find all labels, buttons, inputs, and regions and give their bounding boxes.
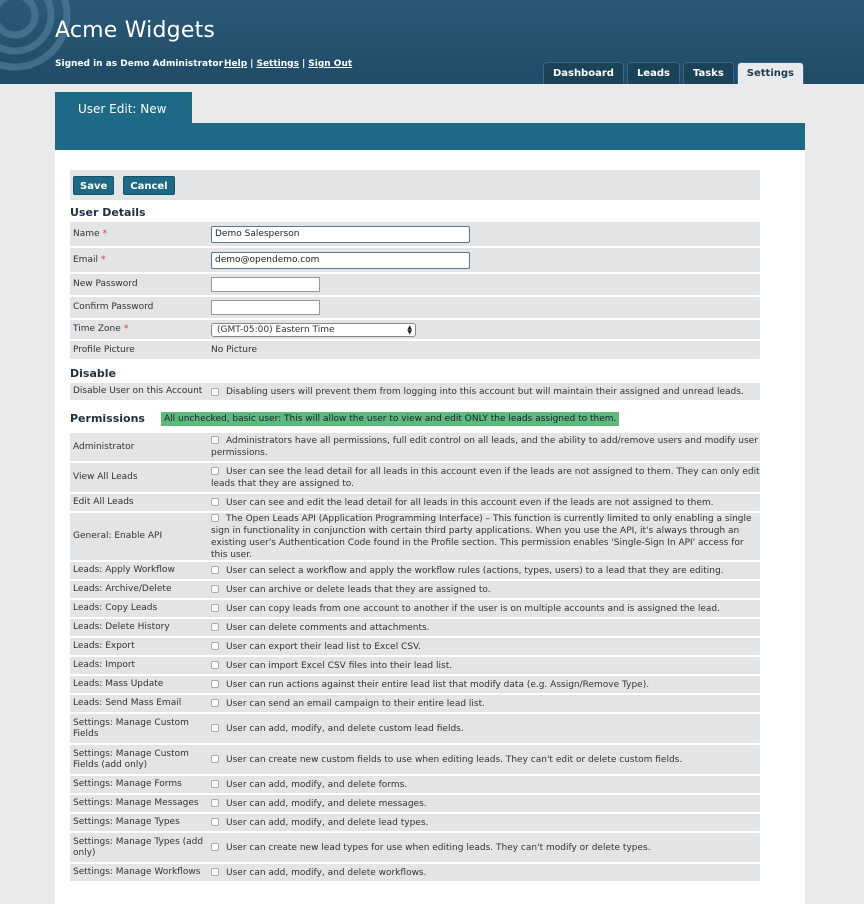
app-header	[0, 0, 864, 84]
new-password-input[interactable]	[211, 277, 320, 292]
permission-desc: User can add, modify, and delete lead types.	[211, 817, 428, 829]
permission-checkbox[interactable]	[211, 799, 219, 807]
permissions-note: All unchecked, basic user: This will allow the user to view and edit ONLY the leads assigned to them.	[161, 412, 619, 426]
confirm-password-label: Confirm Password	[73, 302, 154, 312]
disable-row	[70, 383, 760, 402]
permission-label: Leads: Apply Workflow	[73, 565, 175, 575]
page-title-tab: User Edit: New	[55, 92, 192, 124]
permission-desc: User can see the lead detail for all leads in this account even if the leads are not assigned to them. They can only edit leads that they are assigned to.	[211, 466, 760, 489]
permission-row	[70, 562, 760, 581]
permission-row	[70, 795, 760, 814]
permission-desc: User can import Excel CSV files into their lead list.	[211, 660, 452, 672]
permission-label: Leads: Send Mass Email	[73, 698, 182, 708]
settings-link[interactable]: Settings	[256, 59, 299, 69]
profile-picture-value: No Picture	[211, 345, 258, 355]
tab-tasks[interactable]: Tasks	[683, 62, 734, 84]
permission-desc: User can send an email campaign to their entire lead list.	[211, 698, 485, 710]
permissions-list	[70, 433, 760, 883]
permission-row	[70, 513, 760, 562]
permission-label: View All Leads	[73, 472, 138, 482]
permission-checkbox[interactable]	[211, 604, 219, 612]
permission-checkbox[interactable]	[211, 623, 219, 631]
permission-row	[70, 581, 760, 600]
permission-desc: The Open Leads API (Application Programming Interface) – This function is currently limited to only enabling a single sign in functionality in conjunction with certain third party applications. When you use the API, it's always through an existing user's Authentication Code found in the Profile section. This permission enables 'Single-Sign In API' access for this user.	[211, 513, 752, 560]
main-tabs	[543, 62, 804, 84]
main-panel	[55, 92, 805, 904]
permission-row	[70, 776, 760, 795]
disable-label: Disable User on this Account	[73, 386, 203, 396]
tab-leads[interactable]: Leads	[627, 62, 680, 84]
new-password-label: New Password	[73, 279, 138, 289]
permission-label: Leads: Delete History	[73, 622, 170, 632]
profile-picture-row	[70, 341, 760, 361]
permission-checkbox[interactable]	[211, 868, 219, 876]
permission-desc: User can add, modify, and delete forms.	[211, 779, 407, 791]
permission-checkbox[interactable]	[211, 642, 219, 650]
permission-desc: User can archive or delete leads that they are assigned to.	[211, 584, 491, 596]
name-input[interactable]: Demo Salesperson	[211, 226, 470, 243]
disable-desc: Disabling users will prevent them from logging into this account but will maintain their assigned and unread leads.	[226, 386, 744, 397]
permission-row	[70, 600, 760, 619]
form-content	[70, 170, 760, 883]
permissions-heading: Permissions	[70, 412, 145, 425]
app-title: Acme Widgets	[55, 18, 216, 43]
permission-desc: User can create new custom fields to use when editing leads. They can't edit or delete custom fields.	[211, 754, 682, 766]
permission-desc: User can add, modify, and delete messages.	[211, 798, 427, 810]
permission-label: Leads: Archive/Delete	[73, 584, 172, 594]
permission-label: Settings: Manage Messages	[73, 798, 199, 808]
permission-checkbox[interactable]	[211, 661, 219, 669]
form-actions	[70, 170, 760, 200]
permission-checkbox[interactable]	[211, 780, 219, 788]
confirm-password-input[interactable]	[211, 300, 320, 315]
time-zone-label: Time Zone	[73, 324, 121, 334]
permission-row	[70, 695, 760, 714]
permission-row	[70, 433, 760, 463]
permission-checkbox[interactable]	[211, 724, 219, 732]
permission-desc: User can see and edit the lead detail for all leads in this account even if the leads are not assigned to them.	[211, 497, 714, 509]
permission-label: Leads: Export	[73, 641, 135, 651]
help-link[interactable]: Help	[224, 59, 248, 69]
permission-checkbox[interactable]	[211, 566, 219, 574]
permission-row	[70, 657, 760, 676]
permissions-header	[70, 408, 760, 430]
permission-label: Leads: Mass Update	[73, 679, 164, 689]
permission-desc: User can export their lead list to Excel CSV.	[211, 641, 421, 653]
name-label: Name	[73, 228, 100, 239]
permission-desc: User can copy leads from one account to another if the user is on multiple accounts and is assigned the lead.	[211, 603, 720, 615]
permission-row	[70, 638, 760, 657]
select-arrows-icon: ▲ ▼	[407, 323, 412, 336]
permission-desc: User can add, modify, and delete custom lead fields.	[211, 723, 464, 735]
permission-row	[70, 463, 760, 494]
new-password-row	[70, 274, 760, 297]
permission-checkbox[interactable]	[211, 585, 219, 593]
tab-settings[interactable]: Settings	[737, 62, 804, 84]
permission-row	[70, 714, 760, 745]
permission-row	[70, 619, 760, 638]
panel-bar	[55, 123, 805, 150]
permission-checkbox[interactable]	[211, 436, 219, 444]
permission-row	[70, 494, 760, 513]
email-input[interactable]: demo@opendemo.com	[211, 252, 470, 269]
permission-label: Settings: Manage Custom Fields	[73, 717, 189, 739]
permission-label: Settings: Manage Types	[73, 817, 180, 827]
permission-checkbox[interactable]	[211, 467, 219, 475]
permission-checkbox[interactable]	[211, 755, 219, 763]
permission-desc: User can run actions against their entire lead list that modify data (e.g. Assign/Remove Type).	[211, 679, 649, 691]
permission-label: Settings: Manage Forms	[73, 779, 182, 789]
permission-row	[70, 745, 760, 776]
name-row: Name * Demo Salesperson	[70, 222, 760, 248]
permission-label: Administrator	[73, 441, 135, 452]
time-zone-select[interactable]: (GMT-05:00) Eastern Time ▲ ▼	[211, 323, 416, 337]
permission-row	[70, 864, 760, 883]
permission-row	[70, 833, 760, 864]
email-row: Email * demo@opendemo.com	[70, 248, 760, 274]
permission-desc: User can select a workflow and apply the workflow rules (actions, types, users) to a lead that they are editing.	[211, 565, 724, 577]
permission-label: Leads: Copy Leads	[73, 603, 158, 613]
permission-desc: User can delete comments and attachments.	[211, 622, 430, 634]
top-links: Help | Settings | Sign Out	[224, 59, 353, 69]
cancel-button[interactable]: Cancel	[123, 176, 174, 195]
permission-label: Edit All Leads	[73, 497, 134, 507]
email-label: Email	[73, 254, 98, 265]
permission-label: Settings: Manage Workflows	[73, 867, 201, 877]
permission-desc: User can create new lead types for use when editing leads. They can't modify or delete types.	[211, 842, 651, 854]
permission-label: Settings: Manage Types (add only)	[73, 836, 204, 858]
permission-desc: User can add, modify, and delete workflows.	[211, 867, 426, 879]
permission-checkbox[interactable]	[211, 699, 219, 707]
permission-label: General: Enable API	[73, 531, 163, 541]
permission-checkbox[interactable]	[211, 680, 219, 688]
permission-label: Leads: Import	[73, 660, 136, 670]
time-zone-row: Time Zone * (GMT-05:00) Eastern Time ▲ ▼	[70, 320, 760, 341]
permission-desc: Administrators have all permissions, full edit control on all leads, and the ability to add/remove users and modify user permissions.	[211, 436, 758, 458]
save-button[interactable]: Save	[73, 176, 114, 195]
permission-checkbox[interactable]	[211, 818, 219, 826]
disable-checkbox[interactable]	[211, 388, 219, 396]
permission-checkbox[interactable]	[211, 843, 219, 851]
permission-row	[70, 676, 760, 695]
permission-row	[70, 814, 760, 833]
sign-out-link[interactable]: Sign Out	[308, 59, 353, 69]
permission-checkbox[interactable]	[211, 514, 219, 522]
permission-checkbox[interactable]	[211, 498, 219, 506]
confirm-password-row	[70, 297, 760, 320]
profile-picture-label: Profile Picture	[73, 344, 135, 355]
disable-heading: Disable	[70, 367, 116, 380]
signed-in-text: Signed in as Demo Administrator	[55, 59, 224, 69]
permission-label: Settings: Manage Custom Fields (add only)	[73, 748, 189, 770]
tab-dashboard[interactable]: Dashboard	[543, 62, 624, 84]
user-details-heading: User Details	[70, 206, 146, 219]
